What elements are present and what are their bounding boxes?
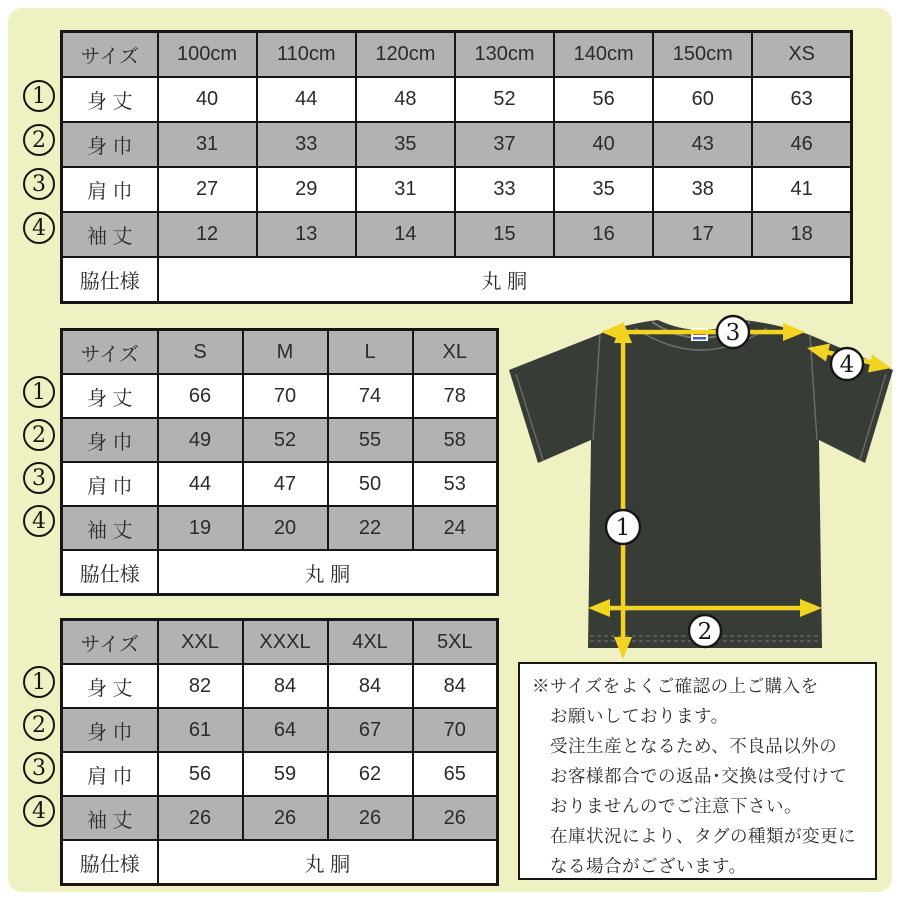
diagram-marker-4 xyxy=(831,348,863,380)
diagram-marker-3 xyxy=(717,316,749,348)
size-value: 43 xyxy=(653,122,752,167)
circled-digit: 2 xyxy=(32,127,46,153)
size-value: 82 xyxy=(158,664,243,708)
row-label: 身 巾 xyxy=(62,708,158,752)
table-row xyxy=(62,708,498,752)
side-spec-value: 丸 胴 xyxy=(158,840,498,885)
measure-number-2 xyxy=(23,124,55,156)
size-value: 12 xyxy=(158,212,257,257)
header-cell: 140cm xyxy=(554,32,653,78)
size-value: 64 xyxy=(243,708,328,752)
circled-digit: 3 xyxy=(725,320,741,346)
size-value: 67 xyxy=(328,708,413,752)
note-line: 受注生産となるため、不良品以外の xyxy=(550,736,838,756)
circled-digit: 1 xyxy=(615,515,631,541)
size-value: 48 xyxy=(356,77,455,122)
header-cell: XS xyxy=(752,32,851,78)
header-cell: XXL xyxy=(158,620,243,665)
side-spec-value: 丸 胴 xyxy=(158,257,852,303)
size-value: 24 xyxy=(413,506,498,550)
measure-number-4 xyxy=(23,212,55,244)
table-row xyxy=(62,374,498,418)
size-value: 84 xyxy=(328,664,413,708)
table-row xyxy=(62,620,498,665)
header-cell: L xyxy=(328,330,413,375)
size-value: 41 xyxy=(752,167,851,212)
row-label: 脇仕様 xyxy=(62,550,158,595)
row-label: 脇仕様 xyxy=(62,840,158,885)
size-value: 29 xyxy=(257,167,356,212)
size-value: 58 xyxy=(413,418,498,462)
size-value: 63 xyxy=(752,77,851,122)
row-label: 身 丈 xyxy=(62,664,158,708)
size-value: 84 xyxy=(413,664,498,708)
measure-number-4 xyxy=(23,505,55,537)
row-label: 袖 丈 xyxy=(62,212,158,257)
note-line: 在庫状況により、タグの種類が変更に xyxy=(550,826,856,846)
size-value: 37 xyxy=(455,122,554,167)
size-value: 33 xyxy=(257,122,356,167)
size-value: 26 xyxy=(243,796,328,840)
size-value: 56 xyxy=(554,77,653,122)
header-cell: XXXL xyxy=(243,620,328,665)
size-value: 13 xyxy=(257,212,356,257)
size-value: 59 xyxy=(243,752,328,796)
size-value: 35 xyxy=(554,167,653,212)
size-table-adult xyxy=(60,328,499,596)
circled-digit: 3 xyxy=(32,465,46,491)
table-row xyxy=(62,840,498,885)
measure-number-3 xyxy=(23,168,55,200)
measure-number-1 xyxy=(23,376,55,408)
size-value: 60 xyxy=(653,77,752,122)
size-table-kids xyxy=(60,30,853,304)
header-cell: 5XL xyxy=(413,620,498,665)
header-cell: サイズ xyxy=(62,330,158,375)
size-value: 26 xyxy=(158,796,243,840)
size-value: 66 xyxy=(158,374,243,418)
circled-digit: 4 xyxy=(839,352,855,378)
header-cell: 4XL xyxy=(328,620,413,665)
measure-number-3 xyxy=(23,462,55,494)
size-value: 44 xyxy=(257,77,356,122)
size-value: 14 xyxy=(356,212,455,257)
table-row xyxy=(62,330,498,375)
size-value: 70 xyxy=(243,374,328,418)
table-row xyxy=(62,257,852,303)
size-value: 35 xyxy=(356,122,455,167)
size-value: 31 xyxy=(356,167,455,212)
size-value: 65 xyxy=(413,752,498,796)
header-cell: 130cm xyxy=(455,32,554,78)
header-cell: サイズ xyxy=(62,620,158,665)
table-row xyxy=(62,550,498,595)
size-value: 62 xyxy=(328,752,413,796)
row-label: 身 丈 xyxy=(62,77,158,122)
header-cell: M xyxy=(243,330,328,375)
size-value: 26 xyxy=(413,796,498,840)
size-value: 52 xyxy=(455,77,554,122)
row-label: 肩 巾 xyxy=(62,167,158,212)
row-label: 袖 丈 xyxy=(62,796,158,840)
header-cell: 120cm xyxy=(356,32,455,78)
header-cell: サイズ xyxy=(62,32,158,78)
size-value: 18 xyxy=(752,212,851,257)
circled-digit: 1 xyxy=(32,83,46,109)
size-value: 31 xyxy=(158,122,257,167)
row-label: 身 巾 xyxy=(62,122,158,167)
measure-number-1 xyxy=(23,80,55,112)
row-label: 肩 巾 xyxy=(62,752,158,796)
side-spec-value: 丸 胴 xyxy=(158,550,498,595)
note-line: ※サイズをよくご確認の上ご購入を xyxy=(532,676,819,696)
size-value: 74 xyxy=(328,374,413,418)
size-value: 52 xyxy=(243,418,328,462)
note-line: お客様都合での返品･交換は受付けて xyxy=(550,766,848,786)
header-cell: 100cm xyxy=(158,32,257,78)
size-value: 19 xyxy=(158,506,243,550)
tshirt-measurement-diagram xyxy=(505,310,897,660)
size-value: 15 xyxy=(455,212,554,257)
table-row xyxy=(62,506,498,550)
size-value: 17 xyxy=(653,212,752,257)
measure-number-4 xyxy=(23,795,55,827)
measure-number-3 xyxy=(23,752,55,784)
row-label: 身 丈 xyxy=(62,374,158,418)
header-cell: XL xyxy=(413,330,498,375)
circled-digit: 3 xyxy=(32,171,46,197)
circled-digit: 4 xyxy=(32,508,46,534)
row-label: 身 巾 xyxy=(62,418,158,462)
circled-digit: 2 xyxy=(697,619,713,645)
circled-digit: 2 xyxy=(32,712,46,738)
size-value: 33 xyxy=(455,167,554,212)
table-row xyxy=(62,32,852,78)
header-cell: 110cm xyxy=(257,32,356,78)
size-value: 78 xyxy=(413,374,498,418)
size-value: 61 xyxy=(158,708,243,752)
header-cell: 150cm xyxy=(653,32,752,78)
table-row xyxy=(62,664,498,708)
measure-number-2 xyxy=(23,419,55,451)
size-table-big xyxy=(60,618,499,886)
size-value: 84 xyxy=(243,664,328,708)
row-label: 脇仕様 xyxy=(62,257,158,303)
size-value: 44 xyxy=(158,462,243,506)
note-line: おりませんのでご注意下さい。 xyxy=(550,796,802,816)
size-value: 40 xyxy=(554,122,653,167)
table-row xyxy=(62,418,498,462)
size-value: 16 xyxy=(554,212,653,257)
header-cell: S xyxy=(158,330,243,375)
size-value: 55 xyxy=(328,418,413,462)
diagram-marker-1 xyxy=(606,510,640,544)
diagram-marker-2 xyxy=(689,615,721,647)
size-value: 46 xyxy=(752,122,851,167)
circled-digit: 3 xyxy=(32,755,46,781)
size-value: 22 xyxy=(328,506,413,550)
circled-digit: 4 xyxy=(32,215,46,241)
row-label: 肩 巾 xyxy=(62,462,158,506)
circled-digit: 1 xyxy=(32,669,46,695)
table-row xyxy=(62,77,852,122)
size-value: 26 xyxy=(328,796,413,840)
purchase-note-box xyxy=(518,662,877,880)
size-value: 50 xyxy=(328,462,413,506)
note-line: なる場合がございます。 xyxy=(550,856,747,876)
note-line: お願いしております。 xyxy=(550,706,729,726)
row-label: 袖 丈 xyxy=(62,506,158,550)
table-row xyxy=(62,167,852,212)
circled-digit: 1 xyxy=(32,379,46,405)
measure-number-1 xyxy=(23,666,55,698)
size-value: 56 xyxy=(158,752,243,796)
size-value: 47 xyxy=(243,462,328,506)
table-row xyxy=(62,462,498,506)
size-value: 38 xyxy=(653,167,752,212)
table-row xyxy=(62,212,852,257)
circled-digit: 2 xyxy=(32,422,46,448)
size-value: 20 xyxy=(243,506,328,550)
measure-number-2 xyxy=(23,709,55,741)
size-value: 70 xyxy=(413,708,498,752)
table-row xyxy=(62,122,852,167)
circled-digit: 4 xyxy=(32,798,46,824)
table-row xyxy=(62,752,498,796)
size-value: 40 xyxy=(158,77,257,122)
size-value: 27 xyxy=(158,167,257,212)
size-value: 49 xyxy=(158,418,243,462)
table-row xyxy=(62,796,498,840)
size-value: 53 xyxy=(413,462,498,506)
